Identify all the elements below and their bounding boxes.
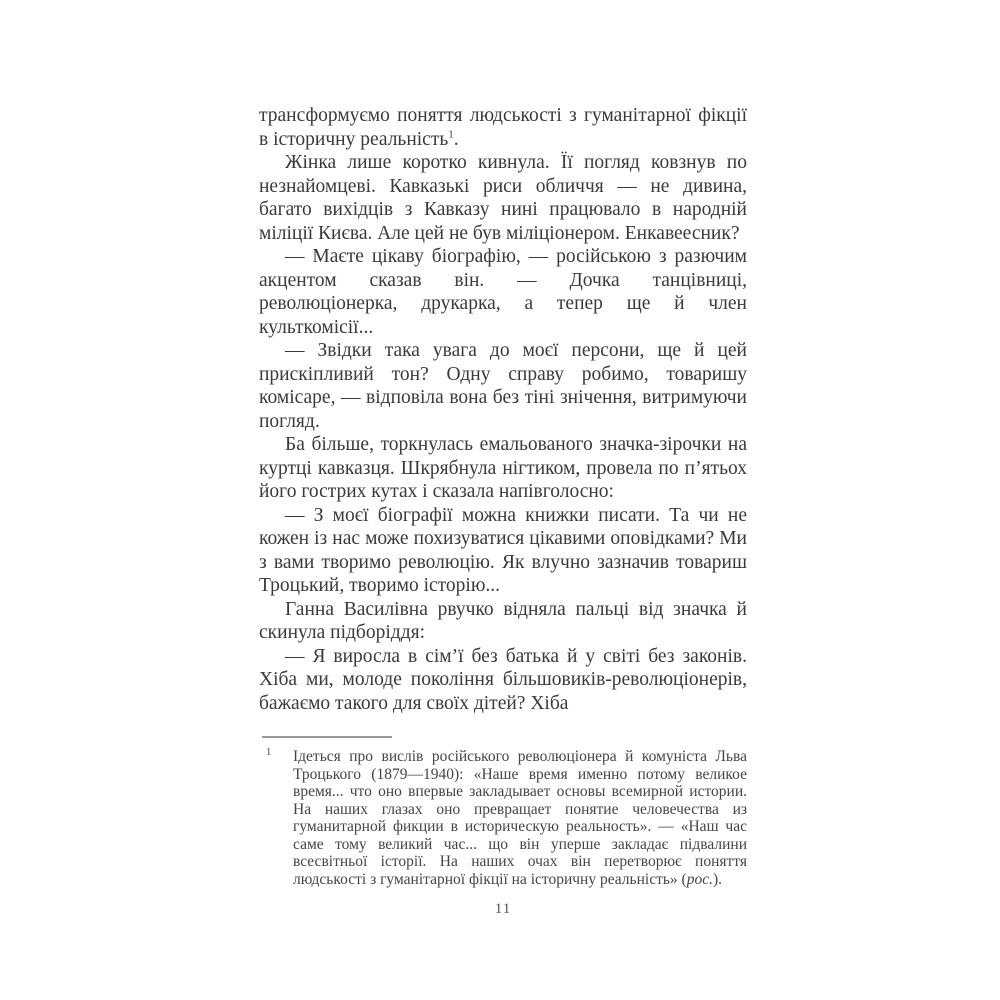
paragraph: — Я виросла в сім’ї без батька й у світі без законів. Хіба ми, молоде покоління більшовиків-революціонерів, бажаємо такого для своїх дітей? Хіба — [259, 645, 747, 714]
paragraph: Ба більше, торкнулась емальованого значка-зірочки на куртці кавказця. Шкрябнула нігтиком, провела по п’ятьох його гострих кутах і сказала напівголосно: — [259, 434, 747, 502]
page-number: 11 — [494, 901, 512, 917]
paragraph — [259, 104, 747, 151]
paragraph: — Звідки така увага до моєї персони, ще й цей прискіпливий тон? Одну справу робимо, товаришу комісаре, — відповіла вона без тіні знічення, витримуючи погляд. — [259, 340, 747, 432]
footnote-section — [259, 736, 747, 888]
footnote-text-closing: ). — [712, 870, 723, 888]
body-text — [259, 104, 747, 715]
paragraph: Ганна Василівна рвучко відняла пальці від значка й скинула підборіддя: — [259, 598, 747, 643]
paragraph-text: трансформуємо поняття людськості з гуманітарної фікції в історичну реальність — [259, 105, 747, 150]
paragraph: — З моєї біографії можна книжки писати. Та чи не кожен із нас може похизуватися цікавими оповідками? Ми з вами творимо революцію. Як влучно зазначив товариш Троцький, творимо історію... — [259, 504, 747, 596]
paragraph: Жінка лише коротко кивнула. Її погляд ковзнув по незнайомцеві. Кавказькі риси обличчя — не дивина, багато вихідців з Кавказу нині працювало в народній міліції Києва. Але цей не був міліціонером. Енкавеесник? — [259, 152, 747, 244]
paragraph: — Маєте цікаву біографію, — російською з разючим акцентом сказав він. — Дочка танцівниці, революціонерка, друкарка, а тепер ще й член культкомісії... — [259, 246, 747, 338]
footnote-text-main: Ідеться про вислів російського революціонера й комуніста Льва Троцького (1879—1940): «Наше время именно потому великое время... что оно впервые закладывает основы всемирной истории. На наших глазах оно превращает понятие человечества из гуманитарной фикции в историческую реальность». — «Наш час саме тому великий час... що він уперше закладає підвалини всесвітньої історії. На наших очах він перетворює поняття людськості з гуманітарної фікції на історичну реальність» ( — [293, 748, 747, 888]
footnote-language-note: рос. — [686, 870, 713, 888]
footnote-reference: 1 — [448, 128, 454, 140]
footnote — [259, 748, 747, 888]
footnote-text — [293, 748, 747, 888]
footnote-divider — [262, 736, 392, 738]
paragraph-text: . — [453, 128, 459, 150]
footnote-marker: 1 — [266, 747, 272, 758]
